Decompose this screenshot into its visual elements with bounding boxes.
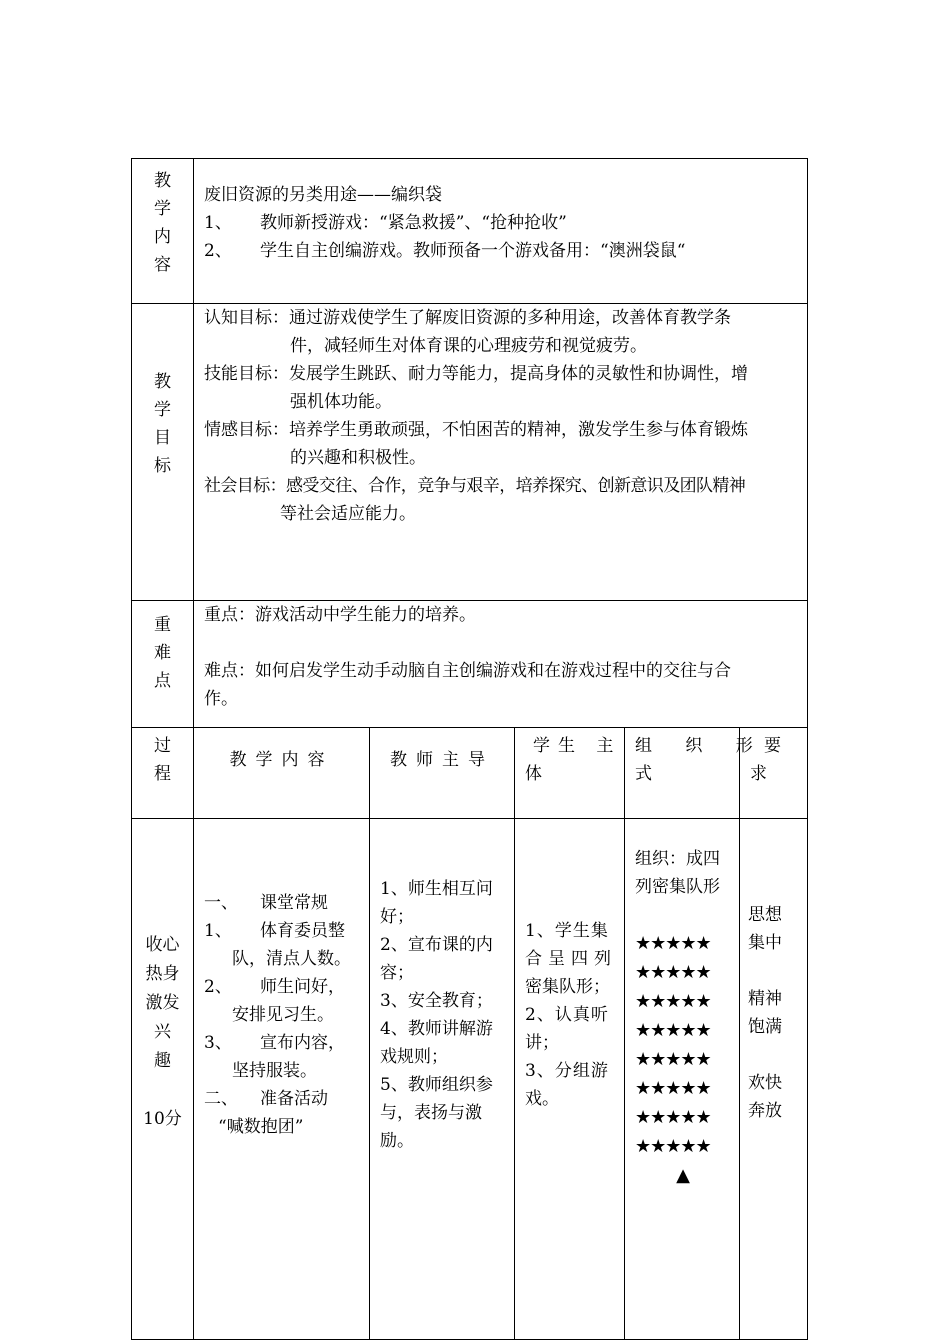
student-row-stars: ★★★★★ [635, 991, 711, 1012]
teacher-line: 容； [380, 963, 414, 983]
part1-student [515, 819, 625, 1340]
student-line: 3、分组游 [525, 1061, 609, 1081]
stage-duration: 10分 [143, 1109, 182, 1129]
student-line: 合呈四列 [525, 949, 617, 969]
teacher-line: 3、安全教育； [380, 991, 493, 1011]
student-line: 讲； [525, 1033, 559, 1053]
step-text-cont: 安排见习生。 [232, 1005, 334, 1025]
content-step [204, 889, 369, 917]
stage-text: 趣 [154, 1051, 171, 1071]
key-points-row [132, 601, 808, 728]
teacher-line: 1、师生相互问 [380, 879, 493, 899]
goal-social-cont: 等社会适应能力。 [280, 504, 416, 524]
requirement-spacer [748, 1041, 807, 1069]
part1-organization [625, 819, 740, 1340]
teacher-line: 2、宣布课的内 [380, 935, 493, 955]
item-text: 教师新授游戏：“紧急救援”、“抢种抢收” [260, 213, 567, 233]
teacher-position-triangle-icon: ▲ [676, 1165, 690, 1186]
step-text: 体育委员整 [260, 921, 345, 941]
student-row-stars: ★★★★★ [635, 1136, 711, 1157]
step-text: 宣布内容， [260, 1033, 345, 1053]
student-row-stars: ★★★★★ [635, 1078, 711, 1099]
item-text: 学生自主创编游戏。教师预备一个游戏备用：“澳洲袋鼠“ [260, 241, 686, 261]
label-char: 容 [154, 255, 171, 275]
label-char: 教 [154, 372, 171, 392]
header-content-text: 教学内容 [229, 750, 334, 770]
goal-social: 社会目标：感受交往、合作，竞争与艰辛，培养探究、创新意识及团队精神 [204, 476, 746, 496]
stage-text: 激发 [145, 993, 180, 1013]
teaching-content-cell [194, 159, 808, 304]
student-row-stars: ★★★★★ [635, 1107, 711, 1128]
header-organization-text: 组 织 形 [635, 736, 767, 756]
goal-emotion: 情感目标：培养学生勇敢顽强，不怕困苦的精神，激发学生参与体育锻炼 [204, 420, 748, 440]
item-number: 1、 [204, 213, 232, 233]
student-line: 戏。 [525, 1089, 559, 1109]
step-text-cont: 队，清点人数。 [232, 949, 351, 969]
teacher-line: 4、教师讲解游 [380, 1019, 493, 1039]
teacher-line: 好； [380, 907, 414, 927]
header-content [194, 728, 370, 819]
org-line: 组织：成四 [635, 849, 720, 869]
label-char: 点 [154, 671, 171, 691]
label-char: 过 [154, 736, 171, 756]
student-line: 密集队形； [525, 977, 610, 997]
label-char: 目 [154, 428, 171, 448]
requirement-line: 思想 [748, 905, 782, 925]
content-step [204, 917, 369, 945]
header-teacher-text: 教师主导 [390, 750, 494, 770]
label-char: 重 [154, 615, 171, 635]
content-step [204, 1085, 369, 1113]
step-number: 2、 [204, 977, 232, 997]
teacher-line: 与，表扬与激 [380, 1103, 482, 1123]
step-number: 二、 [204, 1089, 238, 1109]
step-text: 课堂常规 [260, 893, 328, 913]
goal-skill: 技能目标：发展学生跳跃、耐力等能力，提高身体的灵敏性和协调性，增 [204, 364, 748, 384]
label-char: 标 [154, 456, 171, 476]
label-char: 学 [154, 199, 171, 219]
header-student-text: 学生 主 [533, 736, 622, 756]
header-teacher [370, 728, 515, 819]
header-req-text-cont: 求 [750, 764, 767, 784]
content-item [204, 209, 807, 237]
requirement-spacer [748, 957, 807, 985]
goal-cognitive: 认知目标：通过游戏使学生了解废旧资源的多种用途，改善体育教学条 [204, 308, 731, 328]
content-step [204, 973, 369, 1001]
student-row-stars: ★★★★★ [635, 962, 711, 983]
stage-text: 收心 [145, 935, 180, 955]
teaching-goals-row [132, 304, 808, 601]
header-organization-text-cont: 式 [635, 764, 652, 784]
teaching-content-row [132, 159, 808, 304]
requirement-line: 奔放 [748, 1101, 782, 1121]
header-student-text-cont: 体 [525, 764, 542, 784]
item-number: 2、 [204, 241, 232, 261]
step-text: 师生问好， [260, 977, 345, 997]
requirement-line: 饱满 [748, 1017, 782, 1037]
label-char: 内 [154, 227, 171, 247]
part1-requirements [740, 819, 808, 1340]
stage-text: 热身 [145, 964, 180, 984]
step-number: 3、 [204, 1033, 232, 1053]
header-process [132, 728, 194, 819]
label-char: 程 [154, 764, 171, 784]
content-title: 废旧资源的另类用途——编织袋 [204, 185, 442, 205]
label-char: 学 [154, 400, 171, 420]
requirement-line: 集中 [748, 933, 782, 953]
student-row-stars: ★★★★★ [635, 1049, 711, 1070]
stage-spacer [132, 1076, 193, 1105]
student-line: 2、认真听 [525, 1005, 609, 1025]
part1-row [132, 819, 808, 1340]
teacher-line: 戏规则； [380, 1047, 448, 1067]
requirement-line: 精神 [748, 989, 782, 1009]
lesson-plan-page [131, 158, 807, 1340]
lesson-plan-table [131, 158, 808, 1340]
student-row-stars: ★★★★★ [635, 933, 711, 954]
teaching-goals-cell [194, 304, 808, 601]
label-char: 难 [154, 643, 171, 663]
difficult-point-cont: 作。 [204, 689, 238, 709]
part1-stage [132, 819, 194, 1340]
part1-content [194, 819, 370, 1340]
label-char: 教 [154, 171, 171, 191]
header-req-text: 要 [764, 736, 781, 756]
spacer [204, 629, 807, 657]
org-spacer [635, 901, 739, 929]
process-header-row [132, 728, 808, 819]
student-row-stars: ★★★★★ [635, 1020, 711, 1041]
teacher-line: 5、教师组织参 [380, 1075, 493, 1095]
formation-diagram [635, 929, 731, 1190]
key-points-cell [194, 601, 808, 728]
key-point: 重点：游戏活动中学生能力的培养。 [204, 605, 476, 625]
teacher-line: 励。 [380, 1131, 414, 1151]
difficult-point: 难点：如何启发学生动手动脑自主创编游戏和在游戏过程中的交往与合 [204, 661, 731, 681]
header-organization [625, 728, 767, 819]
teaching-content-label [132, 159, 194, 304]
goal-emotion-cont: 的兴趣和积极性。 [290, 448, 426, 468]
step-number: 1、 [204, 921, 232, 941]
goal-cognitive-cont: 件，减轻师生对体育课的心理疲劳和视觉疲劳。 [290, 336, 647, 356]
key-points-label [132, 601, 194, 728]
content-step [204, 1029, 369, 1057]
step-number: 一、 [204, 893, 238, 913]
game-name: “喊数抱团” [218, 1117, 304, 1137]
stage-text: 兴 [154, 1022, 171, 1042]
goal-skill-cont: 强机体功能。 [290, 392, 392, 412]
content-item [204, 237, 807, 265]
org-line: 列密集队形 [635, 877, 720, 897]
part1-teacher [370, 819, 515, 1340]
step-text-cont: 坚持服装。 [232, 1061, 317, 1081]
step-text: 准备活动 [260, 1089, 328, 1109]
student-line: 1、学生集 [525, 921, 609, 941]
teaching-goals-label [132, 304, 194, 601]
header-student [515, 728, 625, 819]
requirement-line: 欢快 [748, 1073, 782, 1093]
